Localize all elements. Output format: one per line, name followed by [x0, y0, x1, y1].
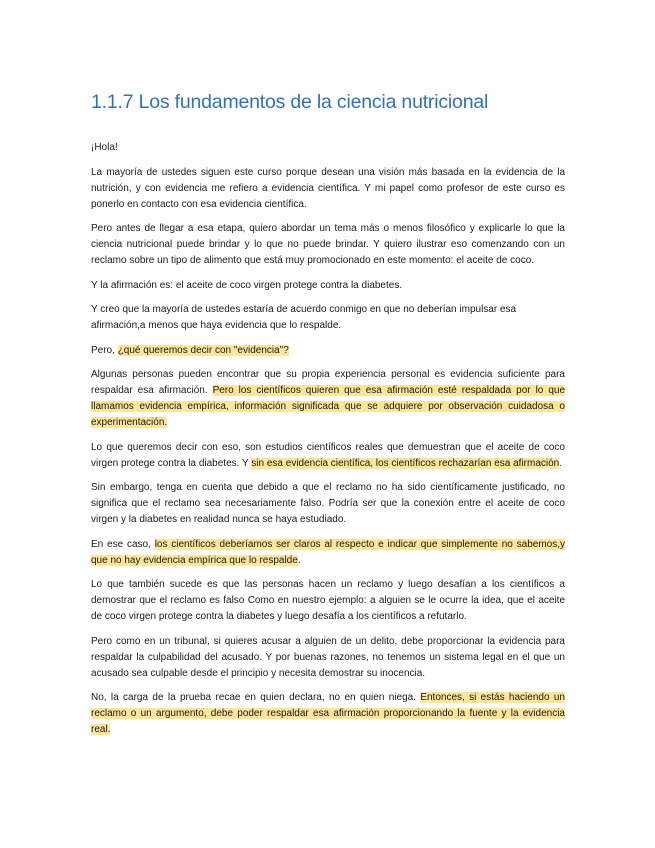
paragraph-9-text: En ese caso,: [91, 538, 155, 550]
highlighted-text: sin esa evidencia científica, los científicos rechazarían esa afirmación: [251, 457, 560, 469]
paragraph-7: [91, 440, 565, 472]
paragraph-3: Y la afirmación es: el aceite de coco virgen protege contra la diabetes.: [91, 279, 403, 291]
paragraph-12: [91, 690, 565, 738]
paragraph-7-end: .: [559, 457, 563, 469]
greeting: ¡Hola!: [91, 142, 118, 153]
highlighted-text: los científicos deberíamos ser claros al respecto e indicar que simplemente no sabemos,y que no hay evidencia empírica que lo respalde: [91, 538, 566, 566]
paragraph-5-text: Pero,: [91, 344, 118, 356]
paragraph-6-text: Algunas personas pueden encontrar que su propia experiencia personal es evidencia suficiente para respaldar esa afirmación.: [91, 369, 565, 396]
paragraph-4: Y creo que la mayoría de ustedes estaría de acuerdo conmigo en que no deberían impulsar esa afirmación,a menos que haya evidencia que lo respalde.: [91, 304, 517, 331]
highlighted-text: ¿qué queremos decir con "evidencia"?: [117, 344, 289, 356]
paragraph-6: [91, 367, 565, 431]
paragraph-2: Pero antes de llegar a esa etapa, quiero abordar un tema más o menos filosófico y explicarle lo que la ciencia nutricional puede brindar y lo que no puede brindar. Y quiero ilustrar eso comenzando con un reclamo sobre un tipo de alimento que está muy promocionado en este momento: el aceite de coco.: [91, 223, 565, 266]
paragraph-1: La mayoría de ustedes siguen este curso porque desean una visión más basada en la evidencia de la nutrición, y con evidencia me refiero a evidencia científica. Y mi papel como profesor de este curso es ponerlo en contacto con esa evidencia científica.: [91, 166, 565, 210]
paragraph-7-text: Lo que queremos decir con eso, son estudios científicos reales que demuestran que el aceite de coco virgen protege contra la diabetes. Y: [91, 441, 565, 469]
paragraph-9: [91, 537, 565, 569]
highlighted-text: Pero los científicos quieren que esa afirmación esté respaldada por lo que llamamos evidencia empírica, información significada que se adquiere por observación cuidadosa o experimentación.: [91, 385, 565, 428]
paragraph-10: Lo que también sucede es que las personas hacen un reclamo y luego desafían a los científicos a demostrar que el reclamo es falso Como en nuestro ejemplo: a alguien se le ocurre la idea, que el aceite de coco virgen protege contra la diabetes y luego desafía a los científicos a refutarlo.: [91, 579, 565, 622]
document-body: [91, 90, 565, 747]
paragraph-11: Pero como en un tribunal, si quieres acusar a alguien de un delito, debe proporcionar la evidencia para respaldar la culpabilidad del acusado. Y por buenas razones, no tenemos un sistema legal en el que un acusado sea culpable desde el principio y necesita demostrar su inocencia.: [91, 635, 565, 679]
paragraph-9-end: .: [297, 554, 301, 566]
document-title: 1.1.7 Los fundamentos de la ciencia nutricional: [91, 91, 489, 113]
highlighted-text: Entonces, si estás haciendo un reclamo o un argumento, debe poder respaldar esa afirmación proporcionando la fuente y la evidencia real.: [91, 692, 565, 735]
paragraph-12-text: No, la carga de la prueba recae en quien declara, no en quien niega.: [91, 692, 421, 703]
paragraph-5: [91, 343, 565, 359]
paragraph-8: Sin embargo, tenga en cuenta que debido a que el reclamo no ha sido científicamente justificado, no significa que el reclamo sea necesariamente falso. Podría ser que la conexión entre el aceite de coco virgen y la diabetes en realidad nunca se haya estudiado.: [91, 482, 565, 525]
